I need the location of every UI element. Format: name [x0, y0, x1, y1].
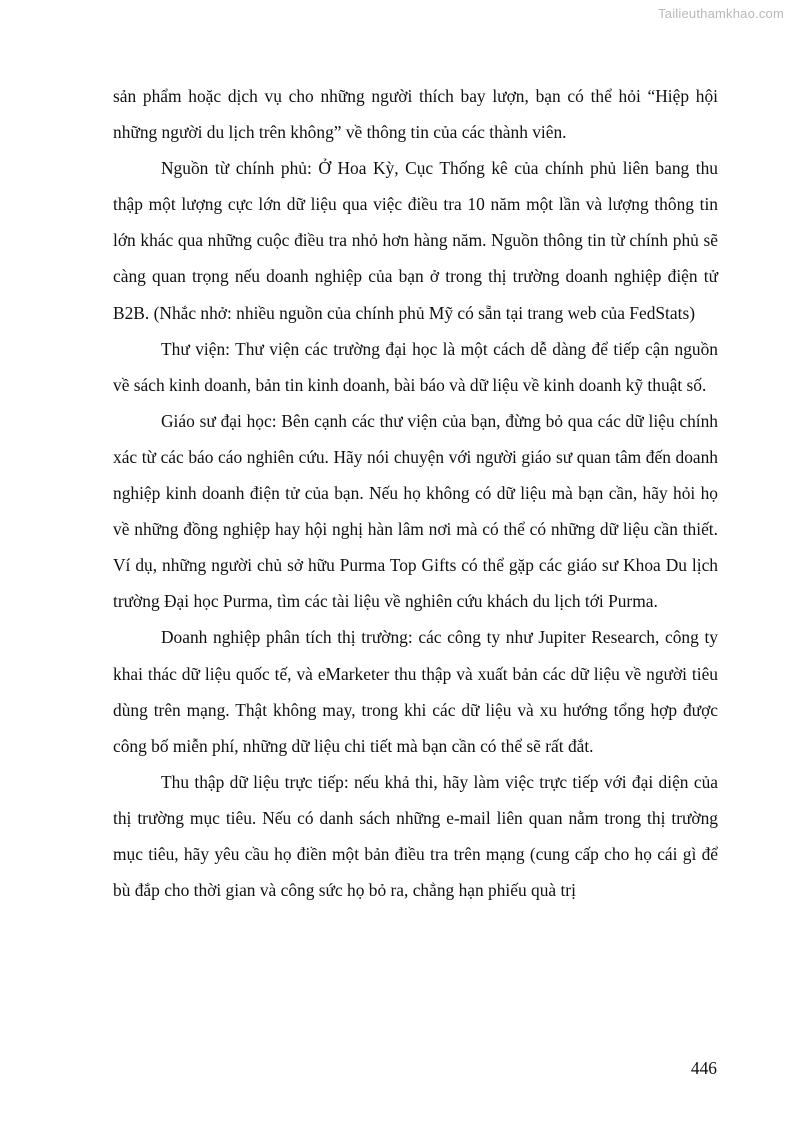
watermark-text: Tailieuthamkhao.com — [658, 6, 784, 21]
paragraph-libraries: Thư viện: Thư viện các trường đại học là một cách dễ dàng để tiếp cận nguồn về sách kinh doanh, bản tin kinh doanh, bài báo và dữ liệu về kinh doanh kỹ thuật số. — [113, 338, 718, 395]
page-number: 446 — [690, 1058, 717, 1078]
paragraph-direct-data-collection: Thu thập dữ liệu trực tiếp: nếu khả thi, hãy làm việc trực tiếp với đại diện của thị trường mục tiêu. Nếu có danh sách những e-mail liên quan nằm trong thị trường mục tiêu, hãy yêu cầu họ điền một bản điều tra trên mạng (cung cấp cho họ cái gì để bù đắp cho thời gian và công sức họ bỏ ra, chẳng hạn phiếu quà trị — [113, 771, 718, 901]
paragraph-market-research-firms: Doanh nghiệp phân tích thị trường: các công ty như Jupiter Research, công ty khai thác dữ liệu quốc tế, và eMarketer thu thập và xuất bản các dữ liệu về người tiêu dùng trên mạng. Thật không may, trong khi các dữ liệu và xu hướng tổng hợp được công bố miễn phí, những dữ liệu chi tiết mà bạn cần có thể sẽ rất đắt. — [113, 627, 718, 756]
paragraph-professors: Giáo sư đại học: Bên cạnh các thư viện của bạn, đừng bỏ qua các dữ liệu chính xác từ các báo cáo nghiên cứu. Hãy nói chuyện với người giáo sư quan tâm đến doanh nghiệp kinh doanh điện tử của bạn. Nếu họ không có dữ liệu mà bạn cần, hãy hỏi họ về những đồng nghiệp hay hội nghị hàn lâm nơi mà có thể có những dữ liệu cần thiết. Ví dụ, những người chủ sở hữu Purma Top Gifts có thể gặp các giáo sư Khoa Du lịch trường Đại học Purma, tìm các tài liệu về nghiên cứu khách du lịch tới Purma. — [113, 410, 718, 612]
paragraph-continuation: sản phẩm hoặc dịch vụ cho những người thích bay lượn, bạn có thể hỏi “Hiệp hội những người du lịch trên không” về thông tin của các thành viên. — [113, 86, 718, 143]
document-body — [113, 78, 718, 908]
paragraph-government-sources: Nguồn từ chính phủ: Ở Hoa Kỳ, Cục Thống kê của chính phủ liên bang thu thập một lượng cực lớn dữ liệu qua việc điều tra 10 năm một lần và lượng thông tin lớn khác qua những cuộc điều tra nhỏ hơn hàng năm. Nguồn thông tin từ chính phủ sẽ càng quan trọng nếu doanh nghiệp của bạn ở trong thị trường doanh nghiệp điện tử B2B. (Nhắc nhở: nhiều nguồn của chính phủ Mỹ có sẵn tại trang web của FedStats) — [113, 158, 718, 323]
